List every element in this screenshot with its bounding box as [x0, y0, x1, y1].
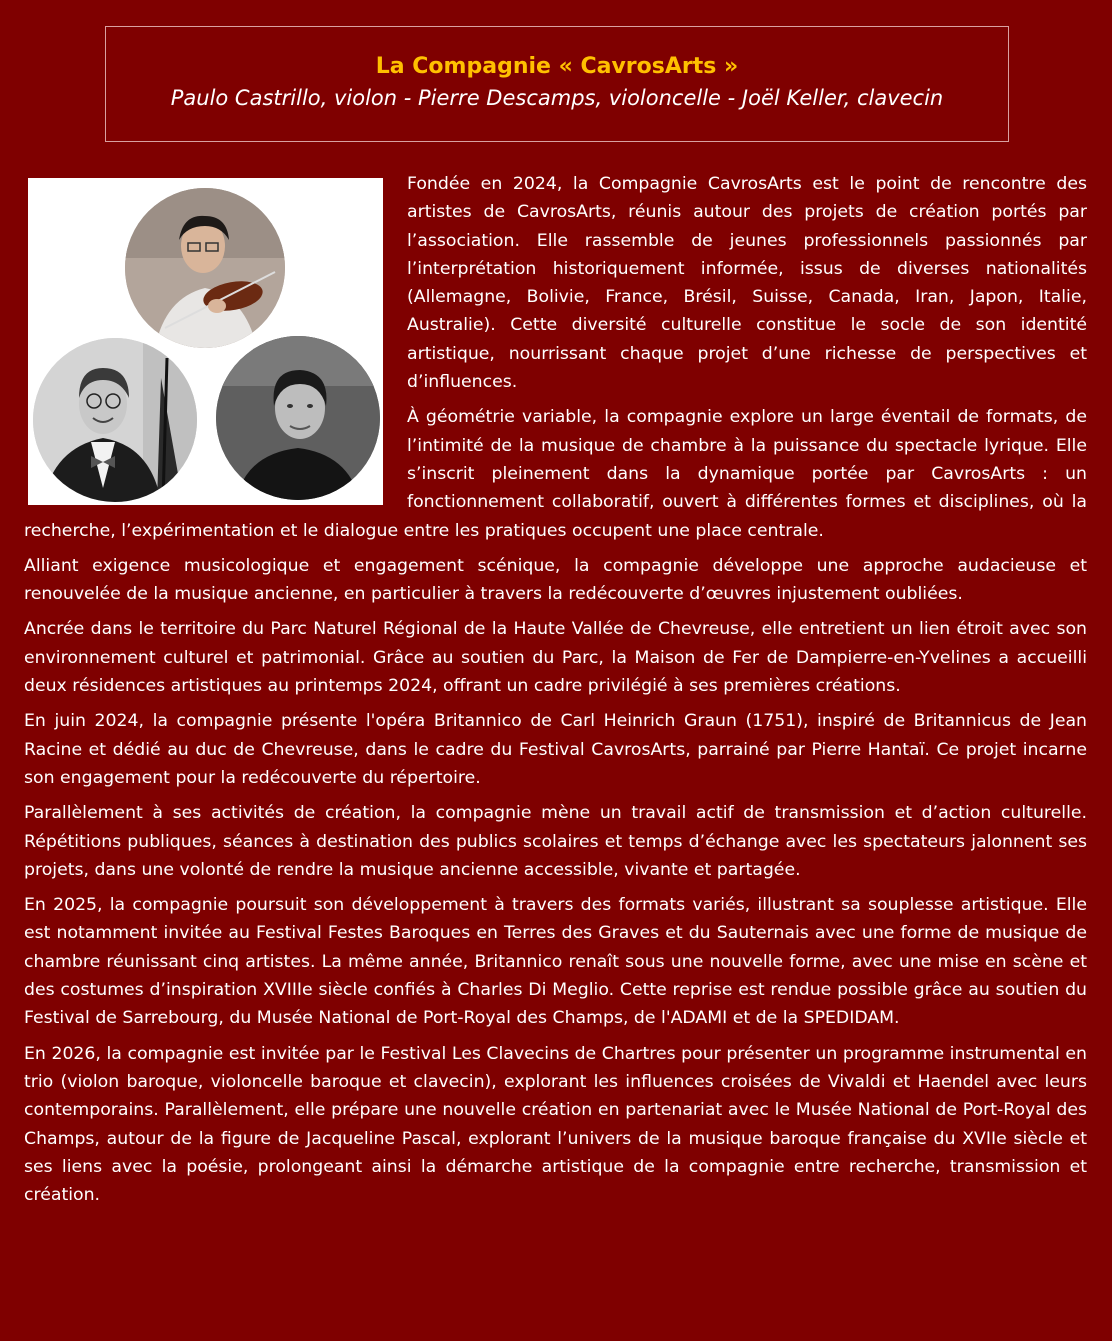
paragraph-6: Parallèlement à ses activités de création, la compagnie mène un travail actif de transmission et d’action culturelle. Répétitions publiques, séances à destination des publics scolaires et temps d’échange avec les spectateurs jalonnent ses projets, dans une volonté de rendre la musique ancienne accessible, vivante et partagée. [24, 803, 1087, 880]
harpsichordist-portrait [216, 336, 380, 500]
header-box [105, 26, 1009, 142]
paragraph-1: Fondée en 2024, la Compagnie CavrosArts est le point de rencontre des artistes de CavrosArts, réunis autour des projets de création portés par l’association. Elle rassemble de jeunes professionnels passionnés par l’interprétation historiquement informée, issus de diverses nationalités (Allemagne, Bolivie, France, Brésil, Suisse, Canada, Iran, Japon, Italie, Australie). Cette diversité culturelle constitue le socle de son identité artistique, nourrissant chaque projet d’une richesse de perspectives et d’influences. [407, 174, 1087, 393]
paragraph-3: Alliant exigence musicologique et engagement scénique, la compagnie développe une approche audacieuse et renouvelée de la musique ancienne, en particulier à travers la redécouverte d’œuvres injustement oubliées. [24, 555, 1087, 605]
page-title: La Compagnie « CavrosArts » [375, 54, 739, 79]
paragraph-4: Ancrée dans le territoire du Parc Naturel Régional de la Haute Vallée de Chevreuse, elle entretient un lien étroit avec son environnement culturel et patrimonial. Grâce au soutien du Parc, la Maison de Fer de Dampierre-en-Yvelines a accueilli deux résidences artistiques au printemps 2024, offrant un cadre privilégié à ses premières créations. [24, 619, 1087, 697]
paragraph-2: À géométrie variable, la compagnie explore un large éventail de formats, de l’intimité de la musique de chambre à la puissance du spectacle lyrique. Elle s’inscrit pleinement dans la dynamique portée par CavrosArts : un fonctionnement collaboratif, ouvert à différentes formes et disciplines, où la recherche, l’expérimentation et le dialogue entre les pratiques occupent une place centrale. [24, 407, 1087, 541]
musicians-photo-collage [28, 178, 383, 505]
article-body [24, 170, 1087, 1216]
paragraph-7: En 2025, la compagnie poursuit son développement à travers des formats variés, illustrant sa souplesse artistique. Elle est notamment invitée au Festival Festes Baroques en Terres des Graves et du Sauternais avec une forme de musique de chambre réunissant cinq artistes. La même année, Britannico renaît sous une nouvelle forme, avec une mise en scène et des costumes d’inspiration XVIIIe siècle confiés à Charles Di Meglio. Cette reprise est rendue possible grâce au soutien du Festival de Sarrebourg, du Musée National de Port-Royal des Champs, de l'ADAMI et de la SPEDIDAM. [24, 895, 1087, 1029]
paragraph-5: En juin 2024, la compagnie présente l'opéra Britannico de Carl Heinrich Graun (1751), inspiré de Britannicus de Jean Racine et dédié au duc de Chevreuse, dans le cadre du Festival CavrosArts, parrainé par Pierre Hantaï. Ce projet incarne son engagement pour la redécouverte du répertoire. [24, 711, 1087, 788]
violinist-portrait [125, 188, 285, 348]
paragraph-8: En 2026, la compagnie est invitée par le Festival Les Clavecins de Chartres pour présenter un programme instrumental en trio (violon baroque, violoncelle baroque et clavecin), explorant les influences croisées de Vivaldi et Haendel avec leurs contemporains. Parallèlement, elle prépare une nouvelle création en partenariat avec le Musée National de Port-Royal des Champs, autour de la figure de Jacqueline Pascal, explorant l’univers de la musique baroque française du XVIIe siècle et ses liens avec la poésie, prolongeant ainsi la démarche artistique de la compagnie entre recherche, transmission et création. [24, 1043, 1087, 1206]
page-subtitle: Paulo Castrillo, violon - Pierre Descamps, violoncelle - Joël Keller, clavecin [170, 86, 944, 110]
cellist-portrait [33, 338, 197, 502]
